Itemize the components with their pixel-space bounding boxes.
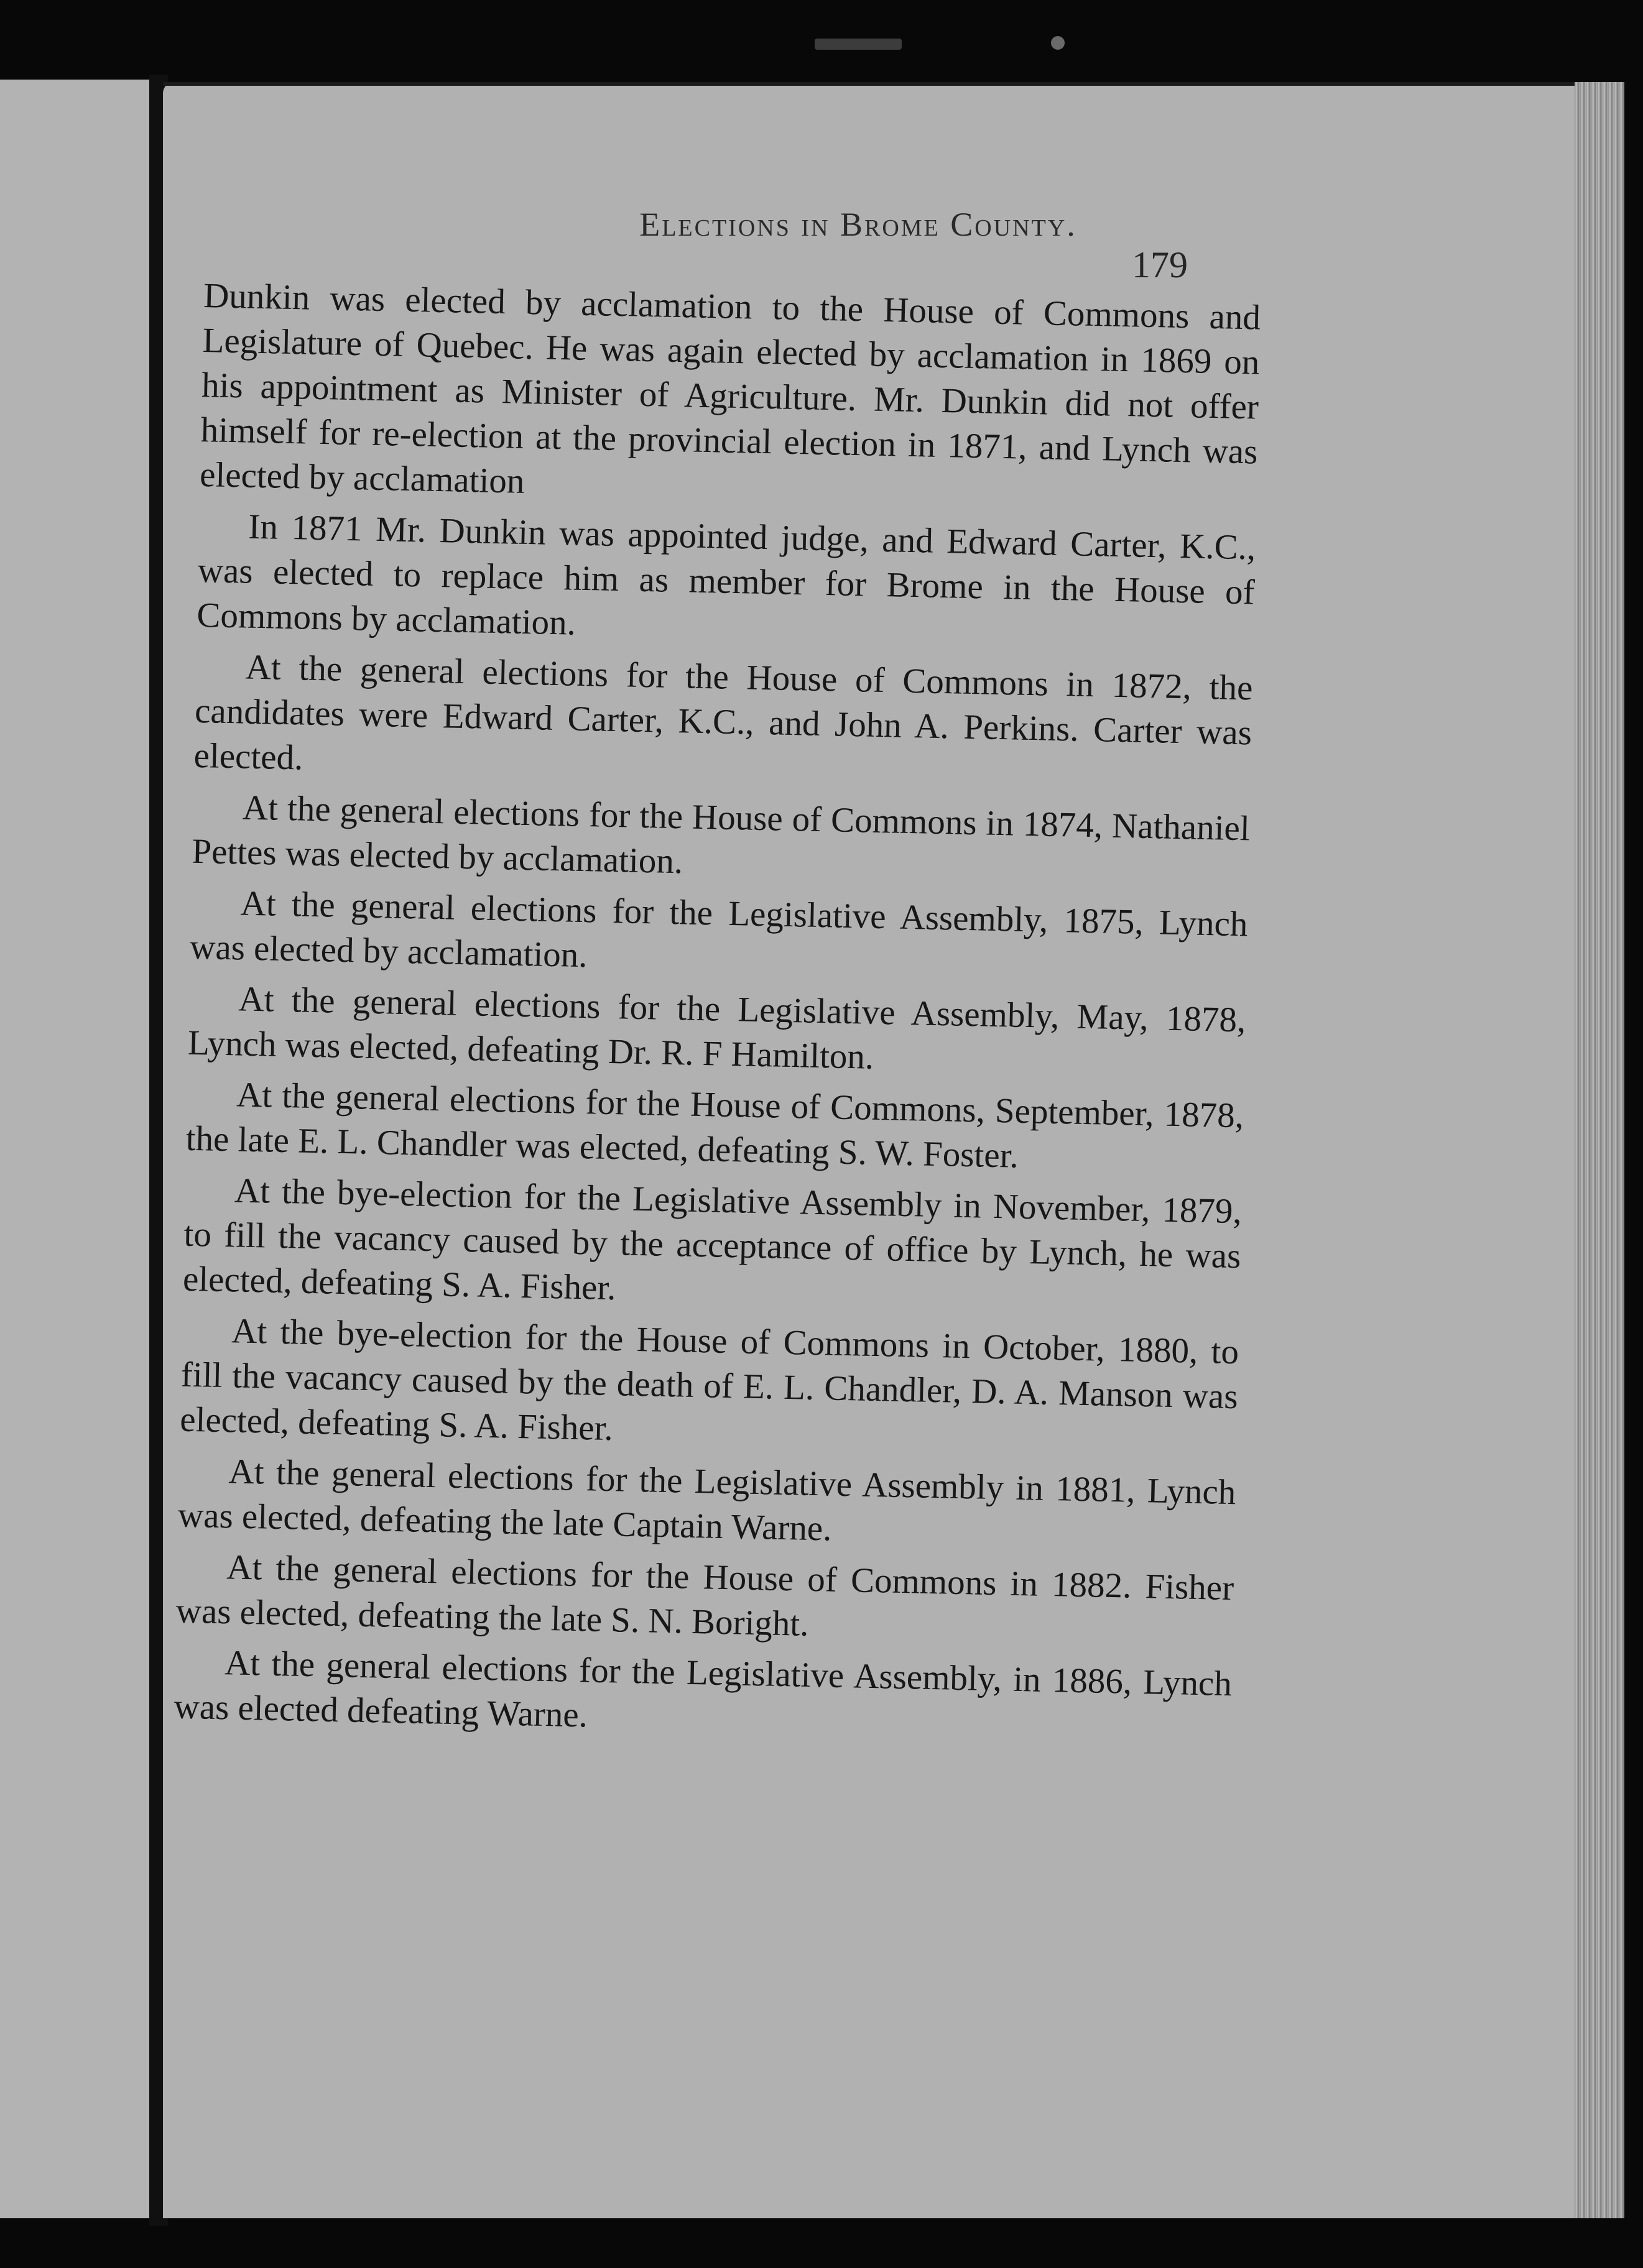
paragraph: At the general elections for the House of Commons in 1872, the candidates were Edward Carter, K.C., and John A. Perkins. Carter was elected. bbox=[193, 647, 1254, 778]
paragraph: At the general elections for the Legislative Assembly, 1875, Lynch was elected by acclamation. bbox=[189, 883, 1249, 975]
paragraph: At the general elections for the House of Commons in 1874, Nathaniel Pettes was elected by acclamation. bbox=[191, 788, 1251, 882]
facing-page-edge bbox=[0, 80, 155, 2218]
paragraph: In 1871 Mr. Dunkin was appointed judge, and Edward Carter, K.C., was elected to replace him as member for Brome in the House of Commons by acclamation. bbox=[196, 507, 1256, 643]
paragraph: At the general elections for the Legislative Assembly in 1881, Lynch was elected, defeating the late Captain Warne. bbox=[177, 1452, 1236, 1549]
paragraph: Dunkin was elected by acclamation to the House of Commons and Legislature of Quebec. He was again elected by acclamation in 1869 on his appointment as Minister of Agriculture. Mr. Dunkin did not offer himself for re-election at the provincial election in 1871, and Lynch was elected by acclamation bbox=[199, 275, 1261, 501]
body-text bbox=[174, 274, 1261, 1758]
page-stack-edge bbox=[1575, 82, 1624, 2218]
paragraph: At the general elections for the House of Commons in 1882. Fisher was elected, defeating the late S. N. Boright. bbox=[175, 1547, 1234, 1644]
page-number: 179 bbox=[1132, 244, 1188, 285]
scan-artifact-dot bbox=[1051, 36, 1065, 50]
paragraph: At the general elections for the Legislative Assembly, in 1886, Lynch was elected defeating Warne. bbox=[174, 1643, 1233, 1735]
page-top-shadow bbox=[163, 82, 1624, 86]
running-head: Elections in Brome County. bbox=[639, 206, 1077, 243]
paragraph: At the general elections for the Legislative Assembly, May, 1878, Lynch was elected, defeating Dr. R. F Hamilton. bbox=[187, 979, 1246, 1077]
paragraph: At the bye-election for the House of Commons in October, 1880, to fill the vacancy caused by the death of E. L. Chandler, D. A. Manson was elected, defeating S. A. Fisher. bbox=[179, 1311, 1239, 1449]
paragraph: At the bye-election for the Legislative Assembly in November, 1879, to fill the vacancy caused by the acceptance of office by Lynch, he was elected, defeating S. A. Fisher. bbox=[182, 1171, 1243, 1308]
paragraph: At the general elections for the House of Commons, September, 1878, the late E. L. Chandler was elected, defeating S. W. Foster. bbox=[185, 1075, 1244, 1176]
scan-artifact bbox=[815, 39, 902, 50]
